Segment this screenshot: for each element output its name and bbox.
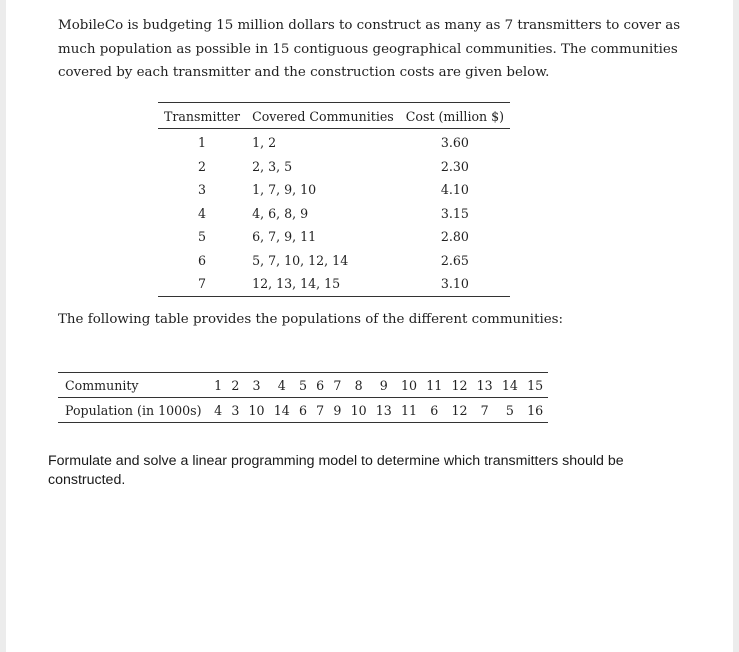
covered-communities: 1, 2 [252,135,277,151]
cost-value: 2.30 [440,158,469,174]
population-table [58,372,548,423]
population-value: 3 [231,402,240,418]
covered-communities: 1, 7, 9, 10 [252,182,317,198]
population-value: 7 [316,402,325,418]
table-row [158,202,510,226]
table-row [158,129,510,155]
population-value: 5 [505,402,514,418]
transmitter-number: 1 [198,135,207,151]
cost-value: 3.15 [440,205,469,221]
community-number: 10 [401,377,418,393]
intro-line-3: covered by each transmitter and the construction costs are given below. [58,65,550,80]
transmitter-table-body [158,129,510,297]
community-row [58,373,548,398]
population-value: 6 [298,402,307,418]
community-number: 8 [354,377,363,393]
transmitter-number: 2 [198,158,207,174]
population-value: 14 [273,402,290,418]
question-text: Formulate and solve a linear programming model to determine which transmitters should be constructed. [48,453,624,488]
header-cost: Cost (million $) [405,109,505,124]
community-number: 1 [214,377,223,393]
transmitter-table [158,102,510,297]
cost-value: 4.10 [440,182,469,198]
community-number: 3 [252,377,261,393]
header-covered-communities: Covered Communities [252,109,394,124]
population-value: 12 [451,402,468,418]
community-number: 13 [476,377,493,393]
population-value: 10 [248,402,265,418]
covered-communities: 6, 7, 9, 11 [252,229,317,245]
population-value: 16 [527,402,544,418]
population-row [58,398,548,423]
covered-communities: 5, 7, 10, 12, 14 [252,252,349,268]
community-number: 4 [277,377,286,393]
cost-value: 2.80 [440,229,469,245]
covered-communities: 4, 6, 8, 9 [252,205,309,221]
cost-value: 2.65 [440,252,469,268]
transmitter-number: 7 [198,276,207,292]
community-number: 14 [501,377,518,393]
page [6,0,733,652]
population-value: 10 [350,402,367,418]
community-number: 11 [426,377,443,393]
community-label: Community [65,377,139,393]
cost-value: 3.10 [440,276,469,292]
table-row [158,178,510,202]
intro-line-1: MobileCo is budgeting 15 million dollars to construct as many as 7 transmitters to cover as [58,18,681,33]
table-row [158,155,510,179]
community-number: 12 [451,377,468,393]
covered-communities: 12, 13, 14, 15 [252,276,341,292]
covered-communities: 2, 3, 5 [252,158,293,174]
transmitter-number: 4 [198,205,207,221]
header-transmitter: Transmitter [164,109,241,124]
transmitter-number: 5 [198,229,207,245]
transmitter-number: 3 [198,182,207,198]
population-value: 7 [480,402,489,418]
community-number: 7 [333,377,342,393]
table-row [158,225,510,249]
cost-value: 3.60 [440,135,469,151]
population-value: 6 [430,402,439,418]
table-row [158,272,510,296]
population-label: Population (in 1000s) [65,402,202,418]
community-number: 6 [316,377,325,393]
community-number: 15 [527,377,544,393]
table-row [158,249,510,273]
population-value: 9 [333,402,342,418]
population-value: 11 [401,402,418,418]
community-number: 9 [379,377,388,393]
population-intro: The following table provides the populations of the different communities: [58,312,564,327]
population-value: 4 [214,402,223,418]
transmitter-number: 6 [198,252,207,268]
transmitter-table-header [158,103,510,129]
community-number: 2 [231,377,240,393]
community-number: 5 [298,377,307,393]
problem-statement [58,14,681,85]
intro-line-2: much population as possible in 15 contiguous geographical communities. The communities [58,41,678,57]
population-value: 13 [375,402,392,418]
